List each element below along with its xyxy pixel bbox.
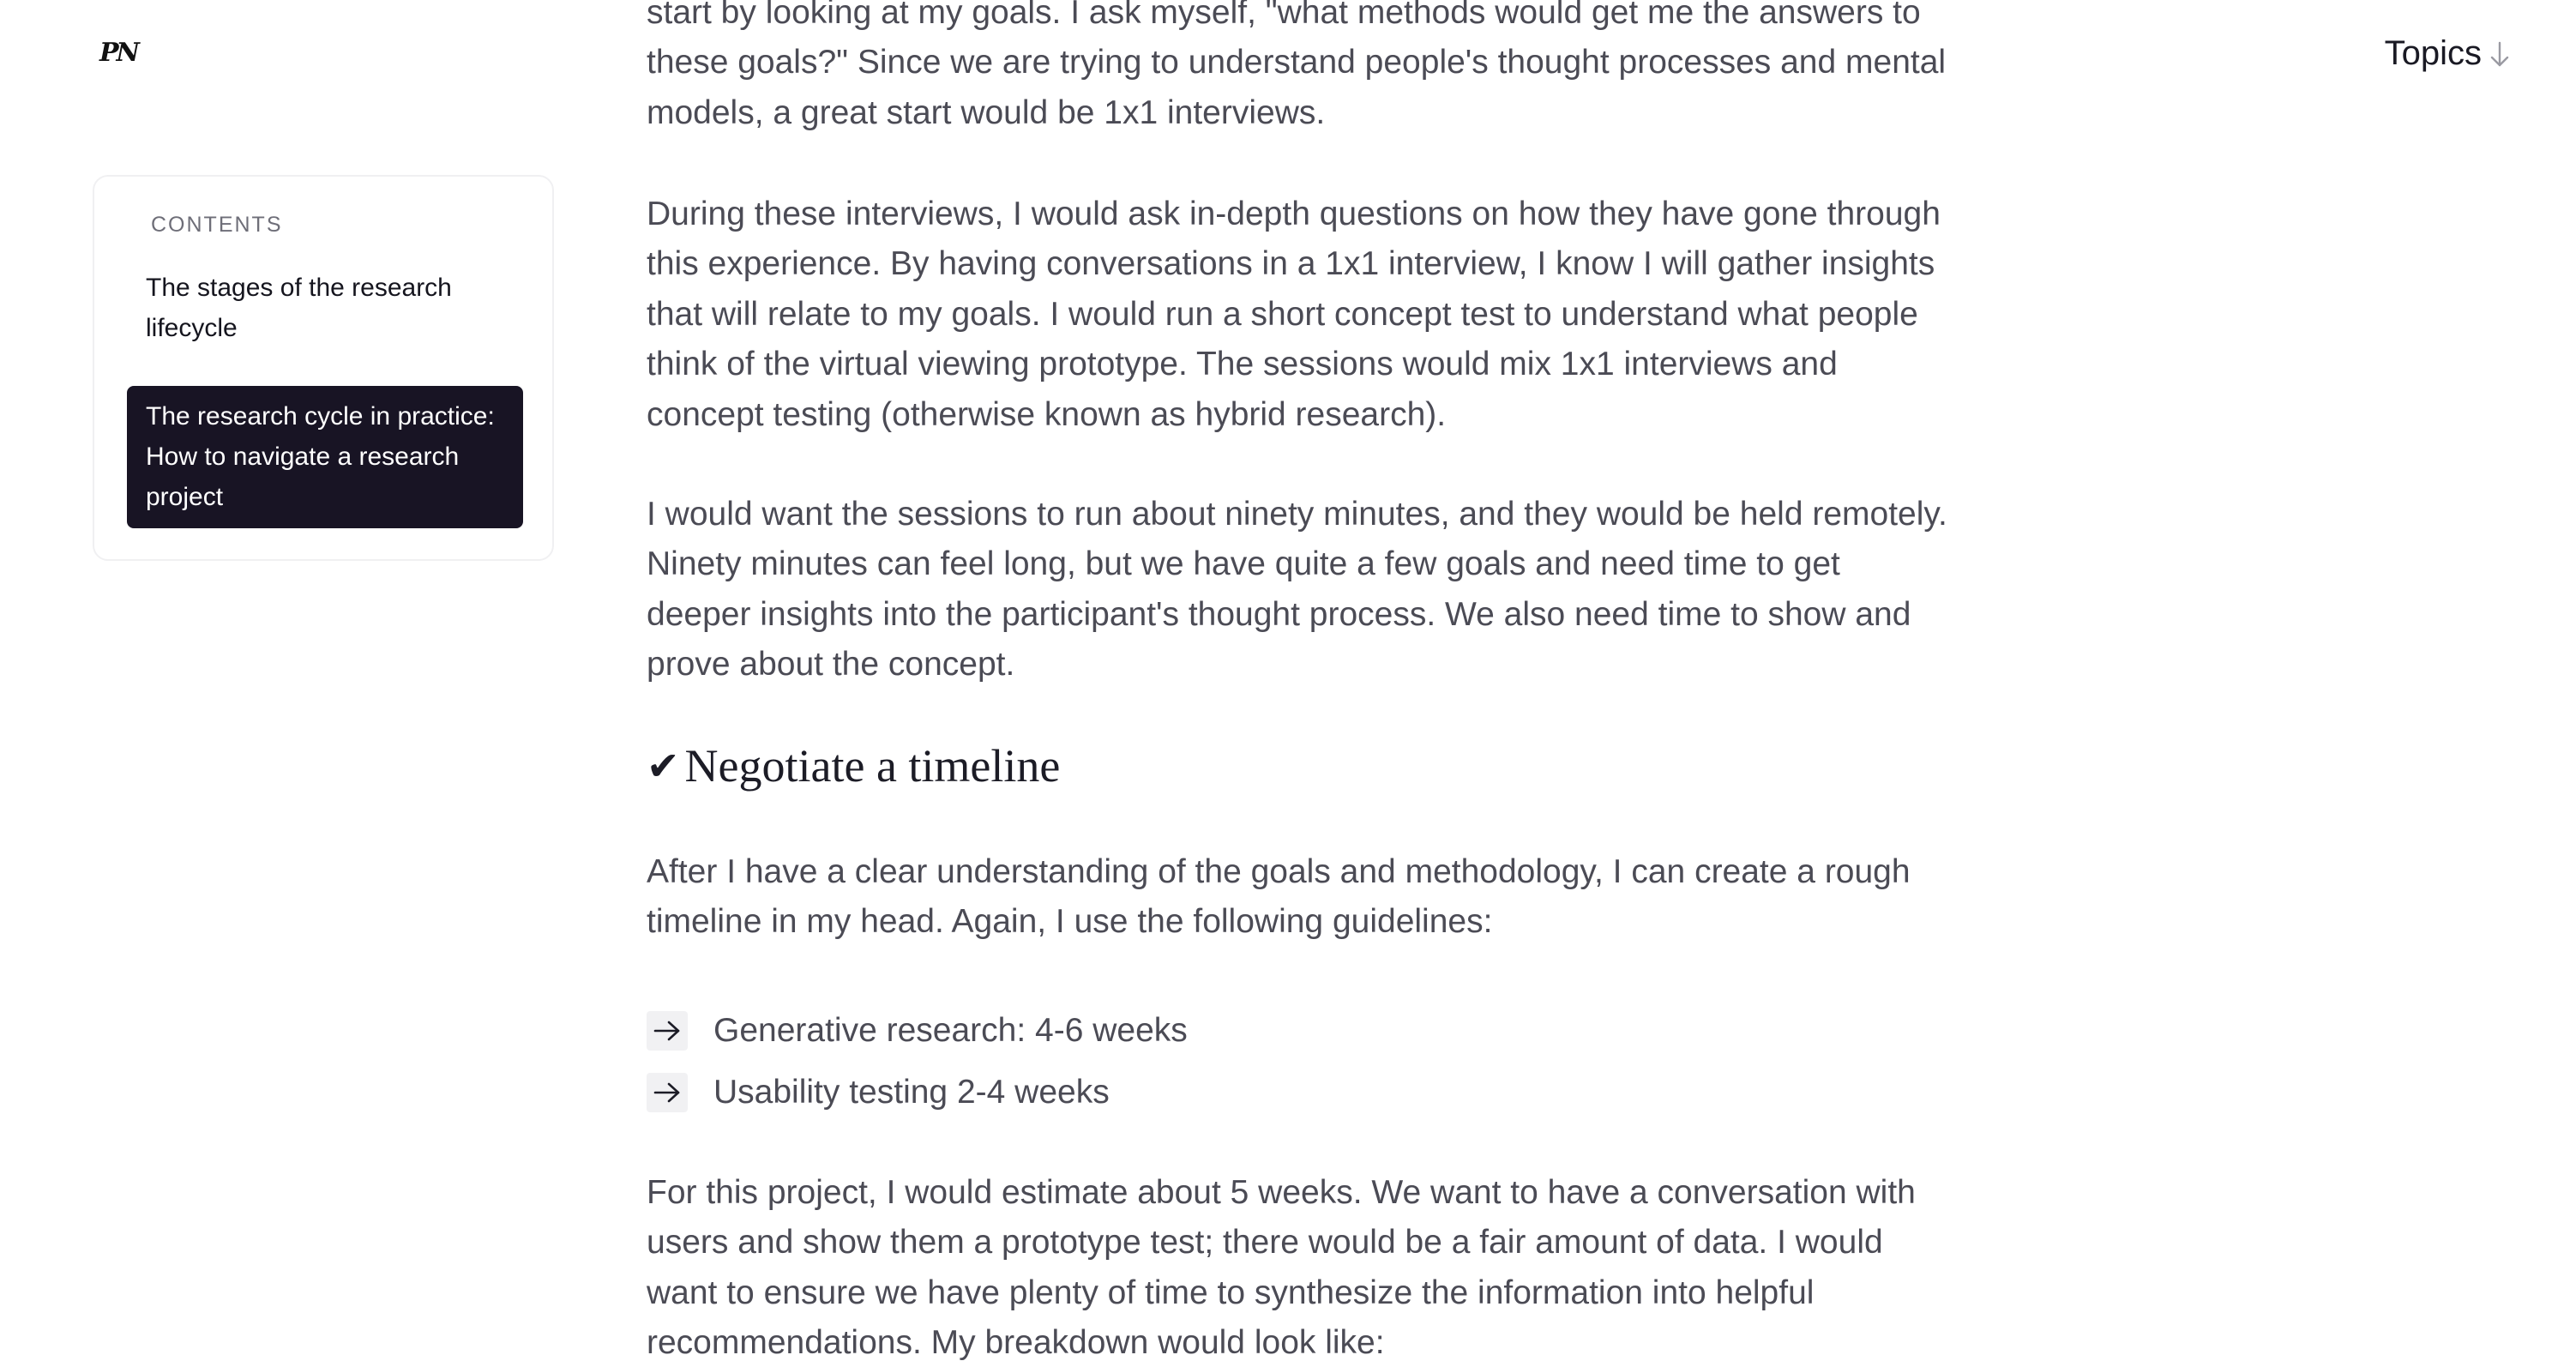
arrow-right-icon [647,1011,688,1051]
list-item-text: Generative research: 4-6 weeks [713,1012,1188,1049]
list-item [647,1000,1188,1062]
topics-menu-button[interactable] [2385,34,2513,73]
guideline-list [647,1000,1188,1123]
list-item-text: Usability testing 2-4 weeks [713,1074,1110,1111]
section-heading [647,739,1060,792]
article-paragraph: After I have a clear understanding of the goals and methodology, I can create a rough timeline in my head. Again, I use the following guidelines: [647,853,1911,941]
arrow-right-icon [647,1073,688,1112]
list-item [647,1062,1188,1123]
toc-item-research-cycle-in-practice[interactable]: The research cycle in practice: How to navigate a research project [127,386,523,528]
article-paragraph: During these interviews, I would ask in-depth questions on how they have gone through this experience. By having conversations in a 1x1 interview, I know I will gather insights that will relate to my goals. I would run a short concept test to understand what people think of the virtual viewing prototype. The sessions would mix 1x1 interviews and concept testing (otherwise known as hybrid research). [647,196,1941,433]
checkmark-icon: ✔ [647,743,680,789]
table-of-contents [93,175,554,561]
article-paragraph: start by looking at my goals. I ask myself, "what methods would get me the answers to these goals?" Since we are trying to understand people's thought processes and mental models, a great start would be 1x1 interviews. [647,0,1947,131]
toc-title: CONTENTS [151,213,283,237]
topics-label: Topics [2384,34,2482,72]
toc-item-stages-of-research-lifecycle[interactable]: The stages of the research lifecycle [146,274,452,342]
article-paragraph: For this project, I would estimate about 5 weeks. We want to have a conversation with users and show them a prototype test; there would be a fair amount of data. I would want to ensure we have plenty of time to synthesize the information into helpful recommendations. My breakdown would look like: [647,1174,1916,1362]
section-heading-text: Negotiate a timeline [684,740,1061,792]
site-logo[interactable]: PN [99,38,137,68]
article-paragraph: I would want the sessions to run about ninety minutes, and they would be held remotely. Ninety minutes can feel long, but we have quite a few goals and need time to get deeper insights into the participant's thought process. We also need time to show and prove about the concept. [647,496,1947,684]
arrow-down-icon [2487,39,2513,69]
